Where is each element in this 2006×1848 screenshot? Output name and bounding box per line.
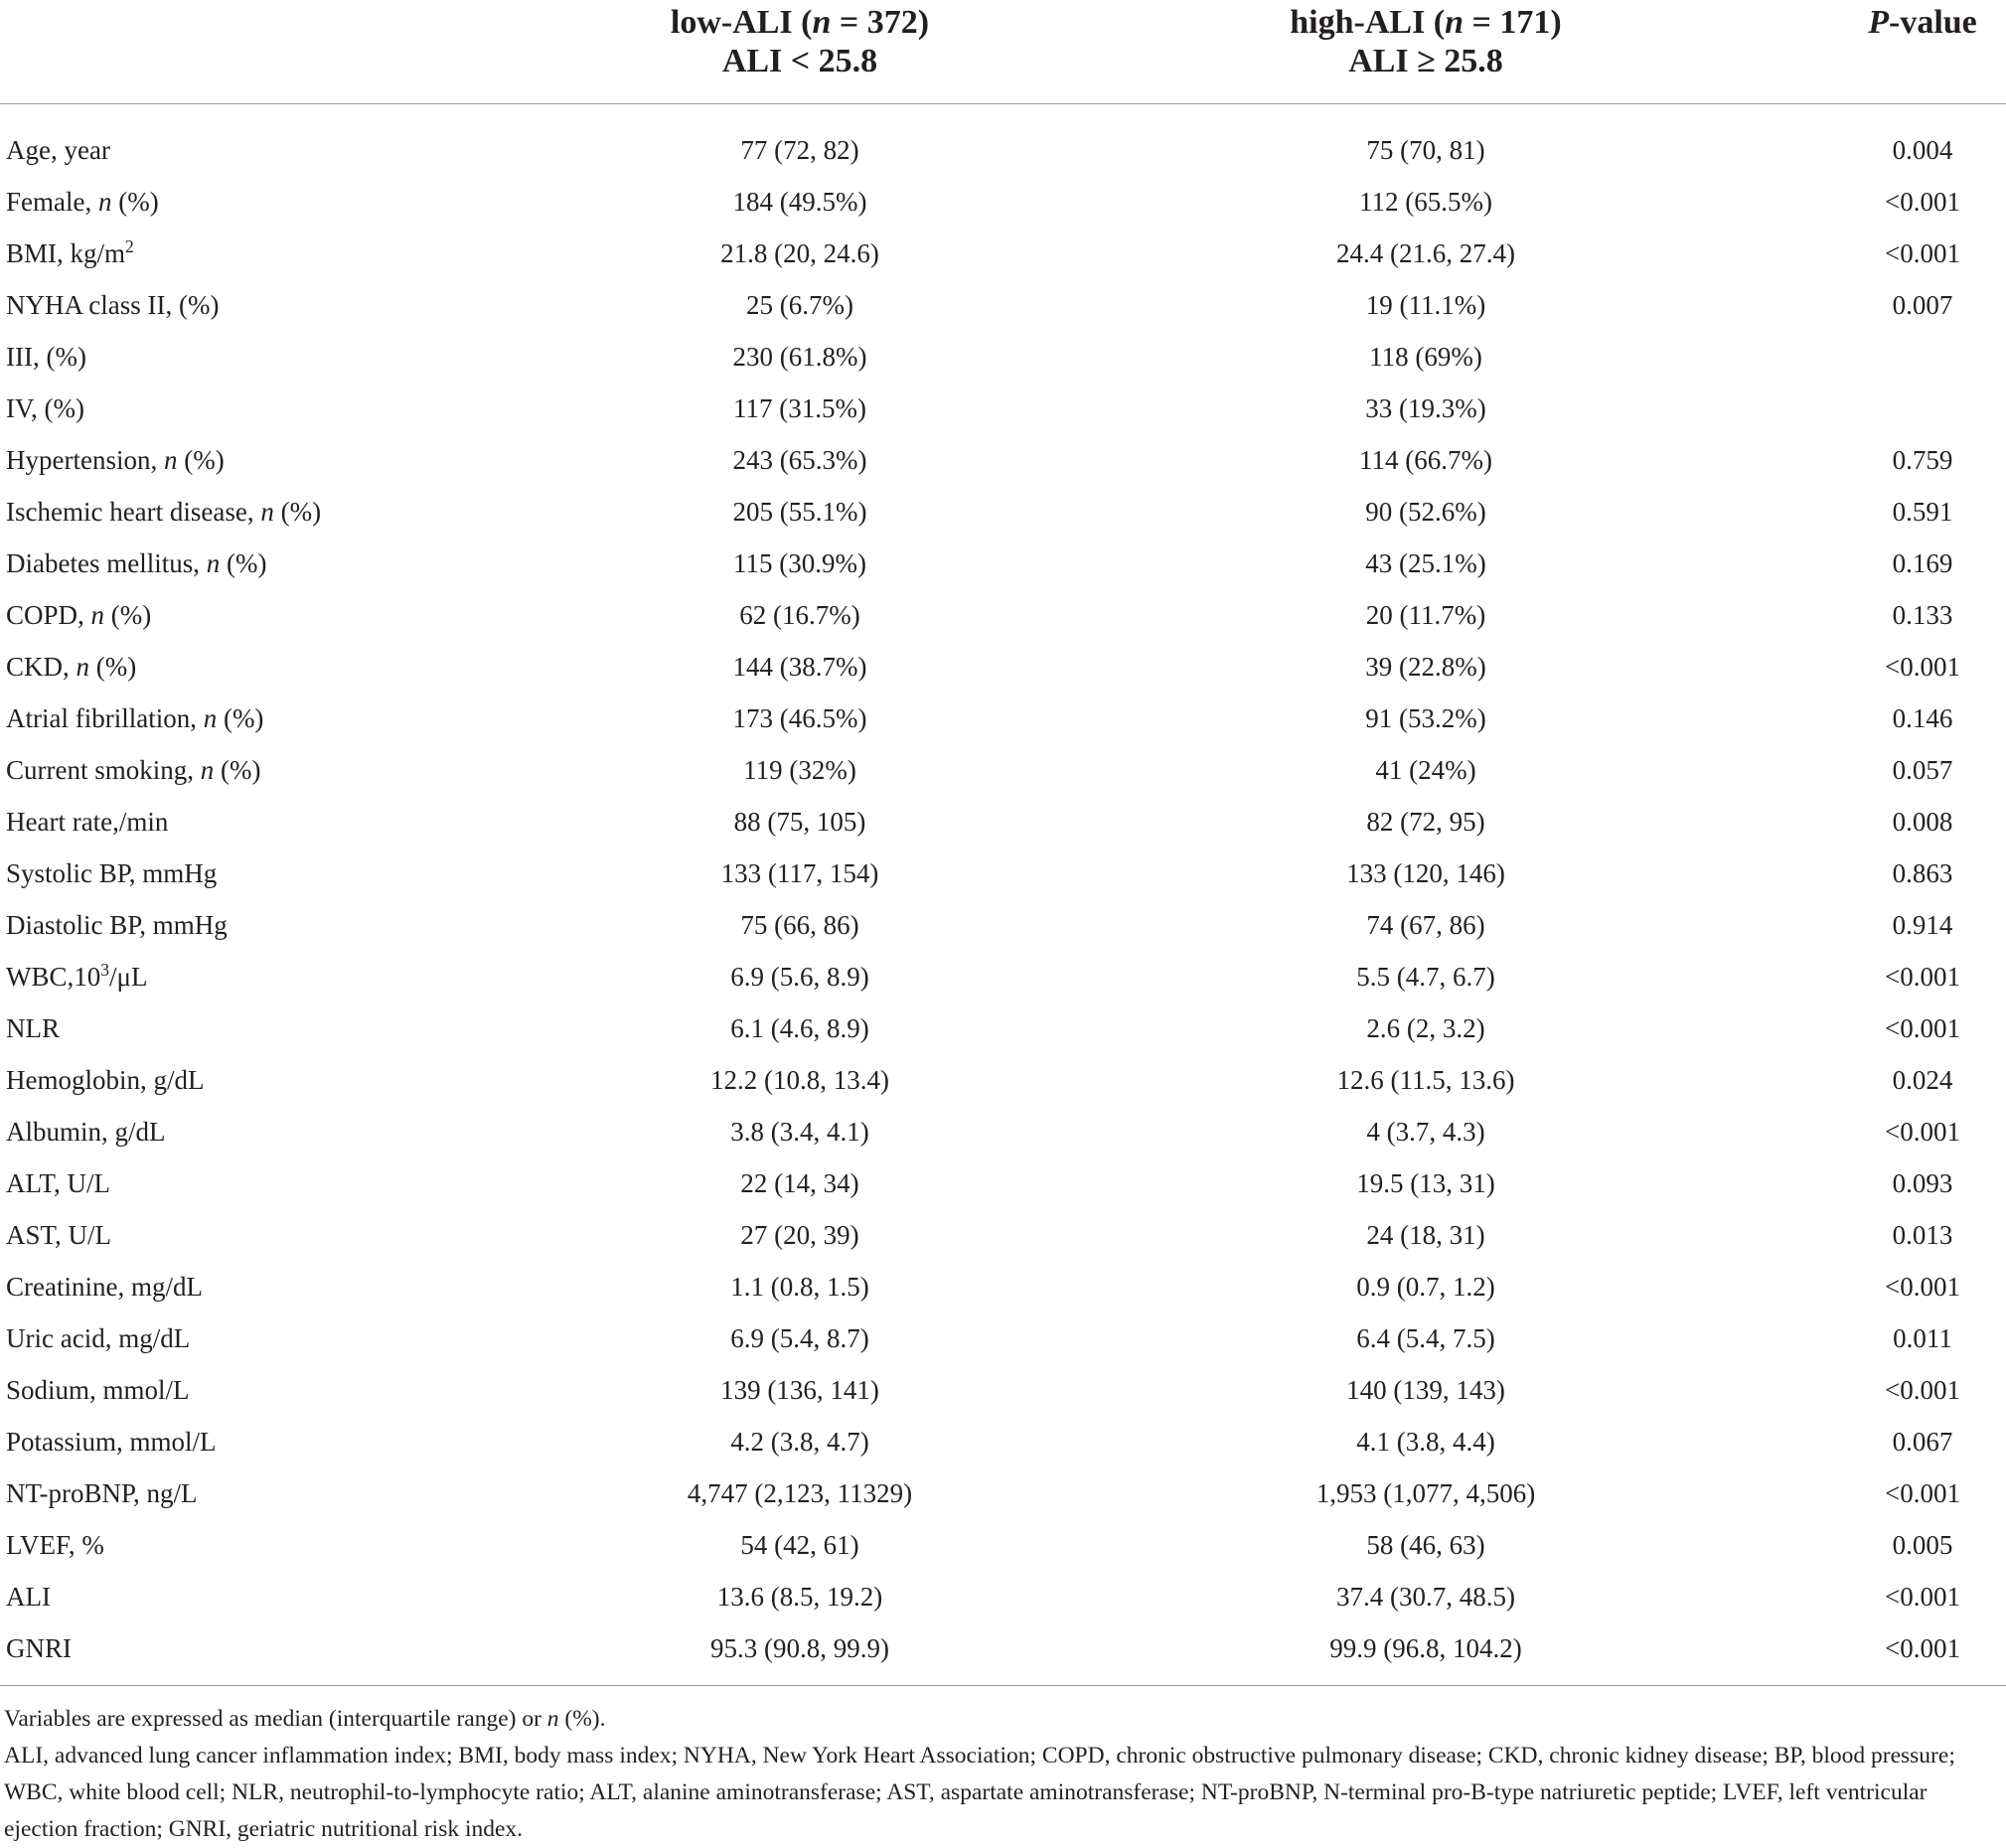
cell-p-value: 0.169 xyxy=(1892,548,1953,578)
header-p: P xyxy=(1868,4,1889,41)
table-row xyxy=(0,693,2006,744)
table-row xyxy=(0,176,2006,228)
cell-high-ali: 24 (18, 31) xyxy=(1366,1220,1485,1250)
cell-p-value: 0.005 xyxy=(1892,1530,1953,1560)
row-label: Diabetes mellitus, n (%) xyxy=(6,548,267,578)
cell-low-ali: 1.1 (0.8, 1.5) xyxy=(730,1272,869,1302)
header-text: = 171) xyxy=(1464,4,1562,41)
cell-high-ali: 33 (19.3%) xyxy=(1365,393,1486,423)
cell-low-ali: 173 (46.5%) xyxy=(732,703,867,733)
header-text: high-ALI ( xyxy=(1290,4,1446,41)
column-header-high-ali-line2: ALI ≥ 25.8 xyxy=(1348,43,1503,79)
cell-high-ali: 118 (69%) xyxy=(1369,342,1482,372)
row-label: Sodium, mmol/L xyxy=(6,1375,190,1405)
cell-low-ali: 12.2 (10.8, 13.4) xyxy=(710,1065,889,1095)
table-row xyxy=(0,228,2006,279)
cell-low-ali: 54 (42, 61) xyxy=(740,1530,859,1560)
row-label: ALI xyxy=(6,1582,51,1612)
table-row xyxy=(0,1416,2006,1467)
cell-p-value: 0.024 xyxy=(1892,1065,1953,1095)
footnote-abbreviations: ALI, advanced lung cancer inflammation index; BMI, body mass index; NYHA, New York Heart Association; COPD, chronic obstructive pulmonary disease; CKD, chronic kidney disease; BP, blood pressure; WBC, white blood cell; NLR, neutrophil-to-lymphocyte ratio; ALT, alanine aminotransferase; AST, aspartate aminotransferase; NT-proBNP, N-terminal pro-B-type natriuretic peptide; LVEF, left ventricular ejection fraction; GNRI, geriatric nutritional risk index. xyxy=(4,1743,1955,1842)
table-row xyxy=(0,1364,2006,1416)
header-text: -value xyxy=(1889,4,1977,41)
row-label: NT-proBNP, ng/L xyxy=(6,1478,198,1508)
cell-p-value: <0.001 xyxy=(1885,238,1960,268)
table-row xyxy=(0,951,2006,1002)
row-label: AST, U/L xyxy=(6,1220,111,1250)
table-row xyxy=(0,796,2006,847)
cell-high-ali: 43 (25.1%) xyxy=(1365,548,1486,578)
cell-low-ali: 4,747 (2,123, 11329) xyxy=(687,1478,913,1508)
table-row xyxy=(0,744,2006,796)
footnote-variables xyxy=(4,1701,2001,1738)
cell-low-ali: 25 (6.7%) xyxy=(746,290,853,320)
cell-high-ali: 4 (3.7, 4.3) xyxy=(1366,1117,1485,1147)
table-row xyxy=(0,1002,2006,1054)
cell-high-ali: 19.5 (13, 31) xyxy=(1356,1168,1495,1198)
cell-low-ali: 75 (66, 86) xyxy=(740,910,859,940)
cell-high-ali: 20 (11.7%) xyxy=(1365,600,1486,630)
cell-low-ali: 6.9 (5.4, 8.7) xyxy=(730,1323,869,1353)
cell-low-ali: 27 (20, 39) xyxy=(740,1220,859,1250)
footnote-n: n xyxy=(546,1706,559,1732)
cell-high-ali: 74 (67, 86) xyxy=(1366,910,1485,940)
row-label: $WBC,10^3/\mu L$ xyxy=(6,960,148,992)
table-row xyxy=(0,1312,2006,1364)
table-row xyxy=(0,1261,2006,1312)
cell-low-ali: 62 (16.7%) xyxy=(739,600,860,630)
cell-p-value: 0.004 xyxy=(1892,135,1953,165)
row-label: BMI, $kg/m^2$ xyxy=(6,236,134,268)
cell-high-ali: 114 (66.7%) xyxy=(1359,445,1492,475)
cell-low-ali: 144 (38.7%) xyxy=(732,652,867,682)
cell-low-ali: 139 (136, 141) xyxy=(720,1375,879,1405)
cell-high-ali: 37.4 (30.7, 48.5) xyxy=(1336,1582,1515,1612)
cell-p-value: <0.001 xyxy=(1885,1582,1960,1612)
cell-p-value: <0.001 xyxy=(1885,1478,1960,1508)
cell-p-value: <0.001 xyxy=(1885,1272,1960,1302)
column-header-high-ali xyxy=(1192,3,1659,80)
row-label: Atrial fibrillation, n (%) xyxy=(6,703,264,733)
cell-p-value: 0.013 xyxy=(1892,1220,1953,1250)
table-row xyxy=(0,1054,2006,1106)
column-header-low-ali-line1 xyxy=(566,3,1033,42)
table-row xyxy=(0,434,2006,486)
cell-high-ali: 39 (22.8%) xyxy=(1365,652,1486,682)
table-footnotes xyxy=(4,1701,2001,1848)
table-row xyxy=(0,641,2006,693)
cell-high-ali: 75 (70, 81) xyxy=(1366,135,1485,165)
table-row xyxy=(0,331,2006,383)
cell-low-ali: 21.8 (20, 24.6) xyxy=(720,238,879,268)
table-row xyxy=(0,383,2006,434)
cell-high-ali: 12.6 (11.5, 13.6) xyxy=(1336,1065,1515,1095)
cell-p-value: <0.001 xyxy=(1885,1375,1960,1405)
row-label: ALT, U/L xyxy=(6,1168,110,1198)
cell-p-value: 0.863 xyxy=(1892,858,1953,888)
row-label: Hemoglobin, g/dL xyxy=(6,1065,205,1095)
cell-low-ali: 3.8 (3.4, 4.1) xyxy=(730,1117,869,1147)
cell-low-ali: 184 (49.5%) xyxy=(732,187,867,217)
cell-low-ali: 95.3 (90.8, 99.9) xyxy=(710,1633,889,1663)
row-label: CKD, n (%) xyxy=(6,652,137,682)
row-label: Hypertension, n (%) xyxy=(6,445,225,475)
cell-low-ali: 6.1 (4.6, 8.9) xyxy=(730,1013,869,1043)
table-header xyxy=(0,0,2006,104)
table-row xyxy=(0,1467,2006,1519)
cell-high-ali: 19 (11.1%) xyxy=(1365,290,1486,320)
table-row xyxy=(0,486,2006,538)
table-row xyxy=(0,589,2006,641)
table-body xyxy=(0,104,2006,1674)
table-row xyxy=(0,1106,2006,1157)
column-header-p-value xyxy=(1848,3,1997,42)
table-row xyxy=(0,847,2006,899)
cell-high-ali: 99.9 (96.8, 104.2) xyxy=(1329,1633,1522,1663)
cell-low-ali: 77 (72, 82) xyxy=(740,135,859,165)
row-label: IV, (%) xyxy=(6,393,84,423)
cell-high-ali: 58 (46, 63) xyxy=(1366,1530,1485,1560)
header-text: = 372) xyxy=(831,4,930,41)
cell-p-value: 0.759 xyxy=(1892,445,1953,475)
cell-high-ali: 1,953 (1,077, 4,506) xyxy=(1315,1478,1536,1508)
cell-low-ali: 133 (117, 154) xyxy=(720,858,879,888)
cell-p-value: <0.001 xyxy=(1885,187,1960,217)
cell-p-value: 0.007 xyxy=(1892,290,1953,320)
row-label: Female, n (%) xyxy=(6,187,159,217)
column-header-low-ali xyxy=(566,3,1033,80)
table-row xyxy=(0,1519,2006,1571)
cell-low-ali: 22 (14, 34) xyxy=(740,1168,859,1198)
cell-low-ali: 243 (65.3%) xyxy=(732,445,867,475)
row-label: Systolic BP, mmHg xyxy=(6,858,218,888)
cell-high-ali: 112 (65.5%) xyxy=(1359,187,1492,217)
cell-low-ali: 6.9 (5.6, 8.9) xyxy=(730,962,869,992)
table-row xyxy=(0,899,2006,951)
cell-p-value: 0.057 xyxy=(1892,755,1953,785)
row-label: GNRI xyxy=(6,1633,72,1663)
header-text: low-ALI ( xyxy=(670,4,813,41)
row-label: Albumin, g/dL xyxy=(6,1117,166,1147)
table-row xyxy=(0,538,2006,589)
footnote-text: (%). xyxy=(558,1706,606,1732)
cell-p-value: 0.133 xyxy=(1892,600,1953,630)
table-row xyxy=(0,1571,2006,1622)
header-n: n xyxy=(812,4,832,41)
table-bottom-rule xyxy=(0,1685,2006,1686)
cell-high-ali: 41 (24%) xyxy=(1375,755,1476,785)
cell-p-value: <0.001 xyxy=(1885,1013,1960,1043)
cell-low-ali: 205 (55.1%) xyxy=(732,497,867,527)
row-label: III, (%) xyxy=(6,342,86,372)
column-header-p-value-text xyxy=(1848,3,1997,42)
row-label: LVEF, % xyxy=(6,1530,104,1560)
row-label: Current smoking, n (%) xyxy=(6,755,261,785)
cell-low-ali: 117 (31.5%) xyxy=(733,393,866,423)
cell-high-ali: 5.5 (4.7, 6.7) xyxy=(1356,962,1495,992)
row-label: NLR xyxy=(6,1013,60,1043)
cell-p-value: 0.146 xyxy=(1892,703,1953,733)
cell-high-ali: 82 (72, 95) xyxy=(1366,807,1485,837)
table-row xyxy=(0,1622,2006,1674)
row-label: Diastolic BP, mmHg xyxy=(6,910,228,940)
cell-p-value: <0.001 xyxy=(1885,652,1960,682)
row-label: Potassium, mmol/L xyxy=(6,1427,217,1457)
cell-low-ali: 4.2 (3.8, 4.7) xyxy=(730,1427,869,1457)
cell-high-ali: 2.6 (2, 3.2) xyxy=(1366,1013,1485,1043)
column-header-low-ali-line2: ALI < 25.8 xyxy=(721,43,878,79)
column-header-high-ali-line1 xyxy=(1192,3,1659,42)
cell-low-ali: 115 (30.9%) xyxy=(733,548,866,578)
row-label: Age, year xyxy=(6,135,110,165)
cell-high-ali: 0.9 (0.7, 1.2) xyxy=(1356,1272,1495,1302)
cell-low-ali: 230 (61.8%) xyxy=(732,342,867,372)
cell-high-ali: 90 (52.6%) xyxy=(1365,497,1486,527)
cell-p-value: <0.001 xyxy=(1885,1117,1960,1147)
cell-high-ali: 24.4 (21.6, 27.4) xyxy=(1336,238,1515,268)
cell-p-value: 0.067 xyxy=(1892,1427,1953,1457)
table-row xyxy=(0,124,2006,176)
cell-p-value: 0.093 xyxy=(1892,1168,1953,1198)
cell-p-value: 0.914 xyxy=(1892,910,1953,940)
cell-p-value: 0.591 xyxy=(1892,497,1953,527)
cell-p-value: <0.001 xyxy=(1885,962,1960,992)
cell-high-ali: 4.1 (3.8, 4.4) xyxy=(1356,1427,1495,1457)
cell-low-ali: 13.6 (8.5, 19.2) xyxy=(716,1582,883,1612)
table-row xyxy=(0,1157,2006,1209)
header-n: n xyxy=(1445,4,1465,41)
row-label: Creatinine, mg/dL xyxy=(6,1272,203,1302)
row-label: Ischemic heart disease, n (%) xyxy=(6,497,322,527)
cell-high-ali: 91 (53.2%) xyxy=(1365,703,1486,733)
cell-high-ali: 140 (139, 143) xyxy=(1346,1375,1505,1405)
cell-high-ali: 6.4 (5.4, 7.5) xyxy=(1356,1323,1495,1353)
table-row xyxy=(0,1209,2006,1261)
cell-p-value: 0.011 xyxy=(1893,1323,1952,1353)
row-label: Heart rate,/min xyxy=(6,807,169,837)
row-label: COPD, n (%) xyxy=(6,600,152,630)
row-label: Uric acid, mg/dL xyxy=(6,1323,191,1353)
footnote-text: Variables are expressed as median (interquartile range) or xyxy=(4,1706,547,1732)
cell-low-ali: 119 (32%) xyxy=(743,755,856,785)
cell-high-ali: 133 (120, 146) xyxy=(1346,858,1505,888)
row-label: NYHA class II, (%) xyxy=(6,290,220,320)
cell-p-value: 0.008 xyxy=(1892,807,1953,837)
cell-low-ali: 88 (75, 105) xyxy=(733,807,866,837)
table-row xyxy=(0,279,2006,331)
cell-p-value: <0.001 xyxy=(1885,1633,1960,1663)
